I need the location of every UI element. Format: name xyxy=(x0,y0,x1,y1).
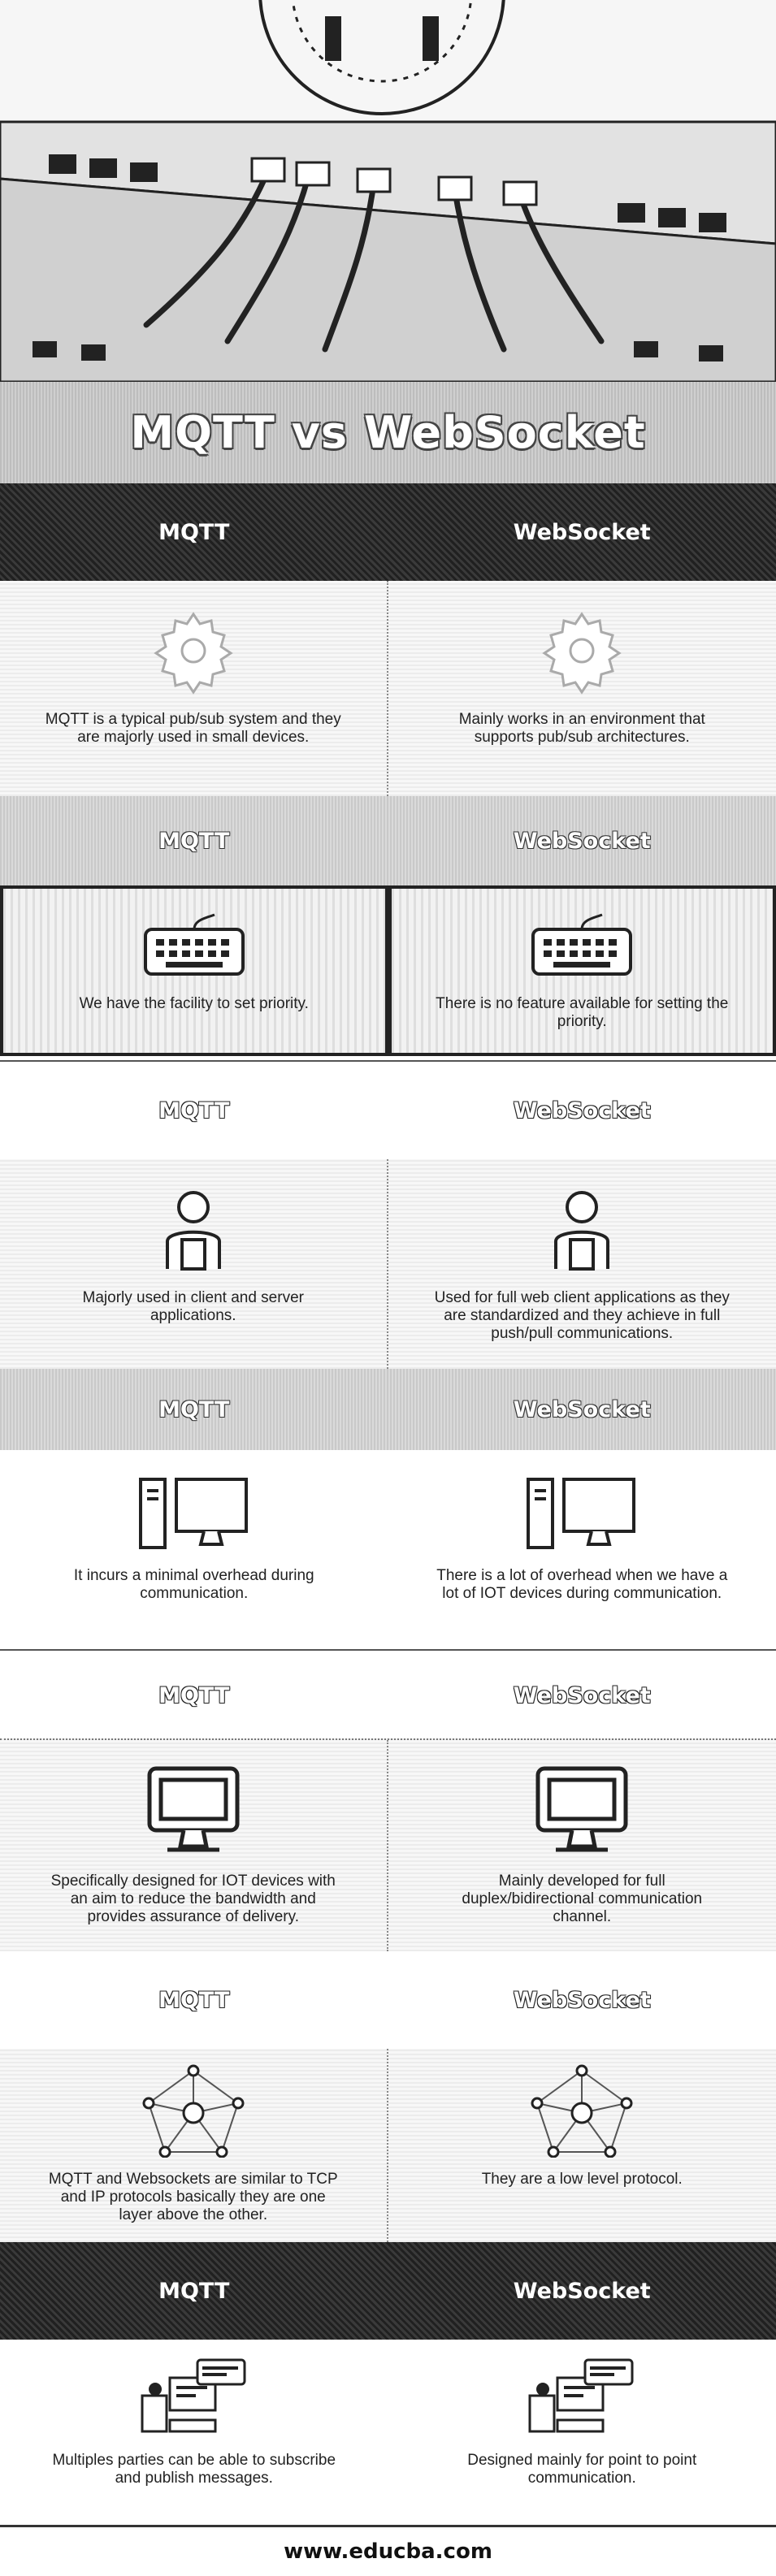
mqtt-description: MQTT is a typical pub/sub system and they are majorly used in small devices. xyxy=(43,711,344,747)
keyboard-icon xyxy=(141,907,247,984)
column-header-row xyxy=(0,796,776,885)
websocket-cell xyxy=(388,581,776,796)
mqtt-cell xyxy=(0,885,388,1056)
mqtt-cell xyxy=(0,1159,388,1369)
comparison-row xyxy=(0,1738,776,1953)
keyboard-icon xyxy=(529,907,635,984)
column-header-mqtt: MQTT xyxy=(0,829,388,854)
mqtt-description: Specifically designed for IOT devices with an aim to reduce the bandwidth and provides assurance of delivery. xyxy=(43,1872,344,1926)
mqtt-cell xyxy=(0,581,388,796)
user-icon xyxy=(161,1180,226,1278)
desktop-computer-icon xyxy=(525,1466,639,1556)
column-header-row xyxy=(0,1060,776,1161)
title-banner xyxy=(0,382,776,483)
user-icon xyxy=(549,1180,614,1278)
comparison-row xyxy=(0,1159,776,1369)
column-header-row xyxy=(0,1951,776,2049)
websocket-cell xyxy=(388,2340,776,2525)
mqtt-description: MQTT and Websockets are similar to TCP and IP protocols basically they are one layer above the other. xyxy=(43,2171,344,2224)
column-header-row xyxy=(0,1649,776,1740)
websocket-description: Used for full web client applications as they are standardized and they achieve in full push/pull communications. xyxy=(431,1289,732,1343)
column-header-websocket: WebSocket xyxy=(388,829,776,854)
websocket-cell xyxy=(388,1740,776,1951)
websocket-description: Mainly works in an environment that supports pub/sub architectures. xyxy=(431,711,732,747)
comparison-row xyxy=(0,2340,776,2525)
hero-image xyxy=(0,0,776,382)
mqtt-cell xyxy=(0,1450,388,1649)
column-header-websocket: WebSocket xyxy=(388,1988,776,2013)
network-icon xyxy=(529,2062,635,2159)
column-header-websocket: WebSocket xyxy=(388,1098,776,1123)
page-title: MQTT vs WebSocket xyxy=(130,407,645,458)
mqtt-cell xyxy=(0,2049,388,2242)
column-header-mqtt: MQTT xyxy=(0,1098,388,1123)
websocket-cell xyxy=(388,885,776,1056)
mqtt-cell xyxy=(0,1740,388,1951)
messaging-icon xyxy=(525,2351,639,2440)
websocket-description: There is no feature available for setting the priority. xyxy=(431,995,732,1031)
mqtt-description: We have the facility to set priority. xyxy=(44,995,345,1013)
column-header-mqtt: MQTT xyxy=(0,2279,388,2304)
mqtt-description: Multiples parties can be able to subscribe and publish messages. xyxy=(44,2452,345,2487)
column-header-websocket: WebSocket xyxy=(388,1397,776,1422)
network-icon xyxy=(141,2062,246,2159)
column-header-websocket: WebSocket xyxy=(388,1683,776,1708)
messaging-icon xyxy=(137,2351,251,2440)
column-header-mqtt: MQTT xyxy=(0,1397,388,1422)
websocket-cell xyxy=(388,1450,776,1649)
websocket-cell xyxy=(388,2049,776,2242)
column-header-websocket: WebSocket xyxy=(388,520,776,545)
comparison-row xyxy=(0,885,776,1056)
column-header-mqtt: MQTT xyxy=(0,520,388,545)
website-url: www.educba.com xyxy=(284,2539,492,2564)
mqtt-description: Majorly used in client and server applications. xyxy=(43,1289,344,1325)
websocket-description: Mainly developed for full duplex/bidirectional communication channel. xyxy=(431,1872,732,1926)
network-switch-illustration xyxy=(0,0,776,382)
comparison-row xyxy=(0,1450,776,1649)
column-header-mqtt: MQTT xyxy=(0,1683,388,1708)
mqtt-cell xyxy=(0,2340,388,2525)
gear-icon xyxy=(149,602,238,699)
websocket-cell xyxy=(388,1159,776,1369)
comparison-row xyxy=(0,581,776,796)
comparison-row xyxy=(0,2049,776,2242)
mqtt-description: It incurs a minimal overhead during communication. xyxy=(44,1567,345,1603)
footer-website xyxy=(0,2525,776,2576)
websocket-description: They are a low level protocol. xyxy=(431,2171,732,2189)
websocket-description: There is a lot of overhead when we have a lot of IOT devices during communication. xyxy=(431,1567,732,1603)
desktop-computer-icon xyxy=(137,1466,251,1556)
monitor-icon xyxy=(533,1760,631,1861)
monitor-icon xyxy=(145,1760,242,1861)
column-header-mqtt: MQTT xyxy=(0,1988,388,2013)
websocket-description: Designed mainly for point to point communication. xyxy=(431,2452,732,2487)
gear-icon xyxy=(537,602,626,699)
column-header-row xyxy=(0,2242,776,2340)
column-header-row xyxy=(0,483,776,581)
column-header-row xyxy=(0,1369,776,1450)
column-header-websocket: WebSocket xyxy=(388,2279,776,2304)
